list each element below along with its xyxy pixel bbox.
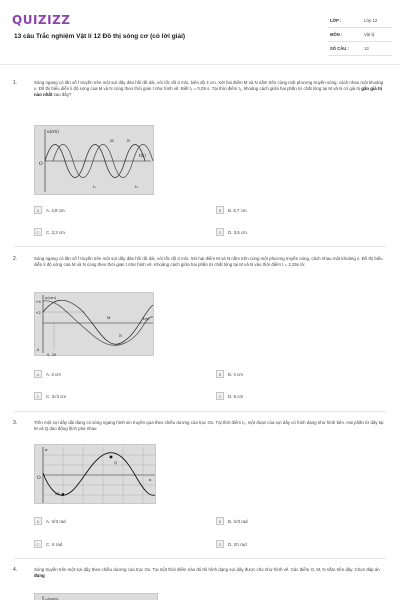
option-letter: B <box>216 517 224 525</box>
option-letter: B <box>216 370 224 378</box>
option-text: C. 3√3 cm <box>46 393 66 399</box>
meta-value: 13 <box>364 46 369 51</box>
series-label-m: M <box>110 139 114 143</box>
y-tick-minus-4: -4 <box>35 348 40 352</box>
page-header <box>0 0 400 64</box>
option-text: B. π/3 rad <box>228 518 248 524</box>
question-number: 1. <box>13 80 18 86</box>
point-label-q: Q <box>114 460 118 465</box>
question-number: 2. <box>13 256 18 262</box>
question-divider <box>14 558 386 559</box>
question-number: 3. <box>13 420 18 426</box>
series-label-n: N <box>119 334 122 338</box>
question-divider <box>14 246 386 247</box>
quizizz-logo: QUIZIZZ <box>12 13 71 27</box>
option-letter: B <box>216 206 224 214</box>
question-4-figure <box>34 593 158 600</box>
question-text: Trên một sợi dây dài đang có sóng ngang hình sin truyền qua theo chiều dương của trục Ox. Tại thời điểm t₀, một đoạn của sợi dây có hình dạng như hình bên. Hai phần tử dây tại M và Q dao động lệch pha nhau <box>34 420 384 432</box>
question-text: Sóng ngang có tần số f truyền trên một sợi dây đàn hồi rất dài, với tốc độ 3 m/s. Xét hai điểm M và N nằm trên cùng một phương truyền sóng, cách nhau một khoảng x. Đồ thị biểu diễn li độ sóng của M và N cùng theo thời gian t như hình vẽ. Khoảng cách giữa hai phần tử chất lỏng tại M và N vào thời điểm t = 2,25s là: <box>34 256 383 268</box>
axis-label-t: t(s) <box>143 316 150 321</box>
option-text: C. π rad <box>46 541 63 547</box>
option-letter: C <box>34 228 42 236</box>
meta-key: SỐ CÂU : <box>330 46 349 51</box>
option-text: A. 4,8 cm. <box>46 207 66 213</box>
meta-key: MÔN : <box>330 32 343 37</box>
axis-label-u: u(cm) <box>45 295 57 300</box>
question-divider <box>14 411 386 412</box>
header-divider <box>0 64 400 65</box>
tick-t2: t₂ <box>135 185 138 189</box>
option-letter: C <box>34 392 42 400</box>
meta-table <box>328 14 392 56</box>
option-letter: C <box>34 540 42 548</box>
option-text: D. 3,5 cm. <box>228 229 249 235</box>
axis-label-u: u <box>45 447 48 452</box>
option-text: B. 6,7 cm. <box>228 207 248 213</box>
document-title: 13 câu Trắc nghiệm Vật lí 12 Đồ thị sóng cơ (có lời giải) <box>14 33 186 40</box>
series-label-m: M <box>107 316 111 320</box>
axis-label-u: u(mm) <box>45 597 59 600</box>
option-text: A. 3 cm <box>46 371 61 377</box>
option-letter: D <box>216 392 224 400</box>
tick-t1: t₁ <box>93 185 96 189</box>
y-tick-plus-2: +2 <box>35 311 41 315</box>
option-text: D. 2π rad <box>228 541 247 547</box>
option-text: D. 6 cm <box>228 393 244 399</box>
point-label-m: M <box>55 491 60 496</box>
question-number: 4. <box>13 567 18 573</box>
question-3-figure <box>34 444 156 504</box>
origin-label: O <box>37 476 41 481</box>
meta-value: Vật lý <box>364 32 375 37</box>
option-letter: D <box>216 540 224 548</box>
axis-label-x: x <box>149 477 152 482</box>
y-tick-plus-4: +4 <box>35 300 41 304</box>
meta-row-count <box>328 42 392 56</box>
meta-key: LỚP : <box>330 18 342 23</box>
origin-label: O <box>39 162 43 167</box>
meta-row-subject <box>328 28 392 42</box>
option-letter: A <box>34 370 42 378</box>
question-2-figure <box>34 292 154 356</box>
option-text: A. π/3 rad <box>46 518 66 524</box>
series-label-n: N <box>127 139 131 143</box>
axis-label-t: t(s) <box>139 153 146 158</box>
option-letter: A <box>34 517 42 525</box>
meta-value: Lớp 12 <box>364 18 378 23</box>
option-letter: D <box>216 228 224 236</box>
meta-row-grade <box>328 14 392 28</box>
question-1-figure <box>34 125 154 195</box>
x-tick-label: 0, 25 <box>47 353 57 357</box>
option-text: B. 4 cm <box>228 371 243 377</box>
question-text: Sóng ngang có tần số f truyền trên một sợi dây đàn hồi rất dài, với tốc độ 3 m/s, biên độ 4 cm. Xét hai điểm M và N nằm trên cùng một phương truyền sóng, cách nhau một khoảng x. Đồ thị biểu diễn li độ sóng của M và N cùng theo thời gian t như hình vẽ. Biết t₁ = 0,05 s. Tại thời điểm t₂, khoảng cách giữa hai phần tử chất lỏng tại M và N có giá trị gần giá trị nào nhất sau đây? <box>34 80 384 98</box>
option-letter: A <box>34 206 42 214</box>
option-text: C. 3,3 cm. <box>46 229 67 235</box>
question-text: Sóng truyền trên một sợi dây theo chiều dương của trục Ox. Tại một thời điểm nào đó thì hình dạng sợi dây được cho như hình vẽ. Các điểm O, M, N nằm trên dây. Chọn đáp án đúng <box>34 567 380 579</box>
axis-label-u: u(cm) <box>47 129 59 134</box>
